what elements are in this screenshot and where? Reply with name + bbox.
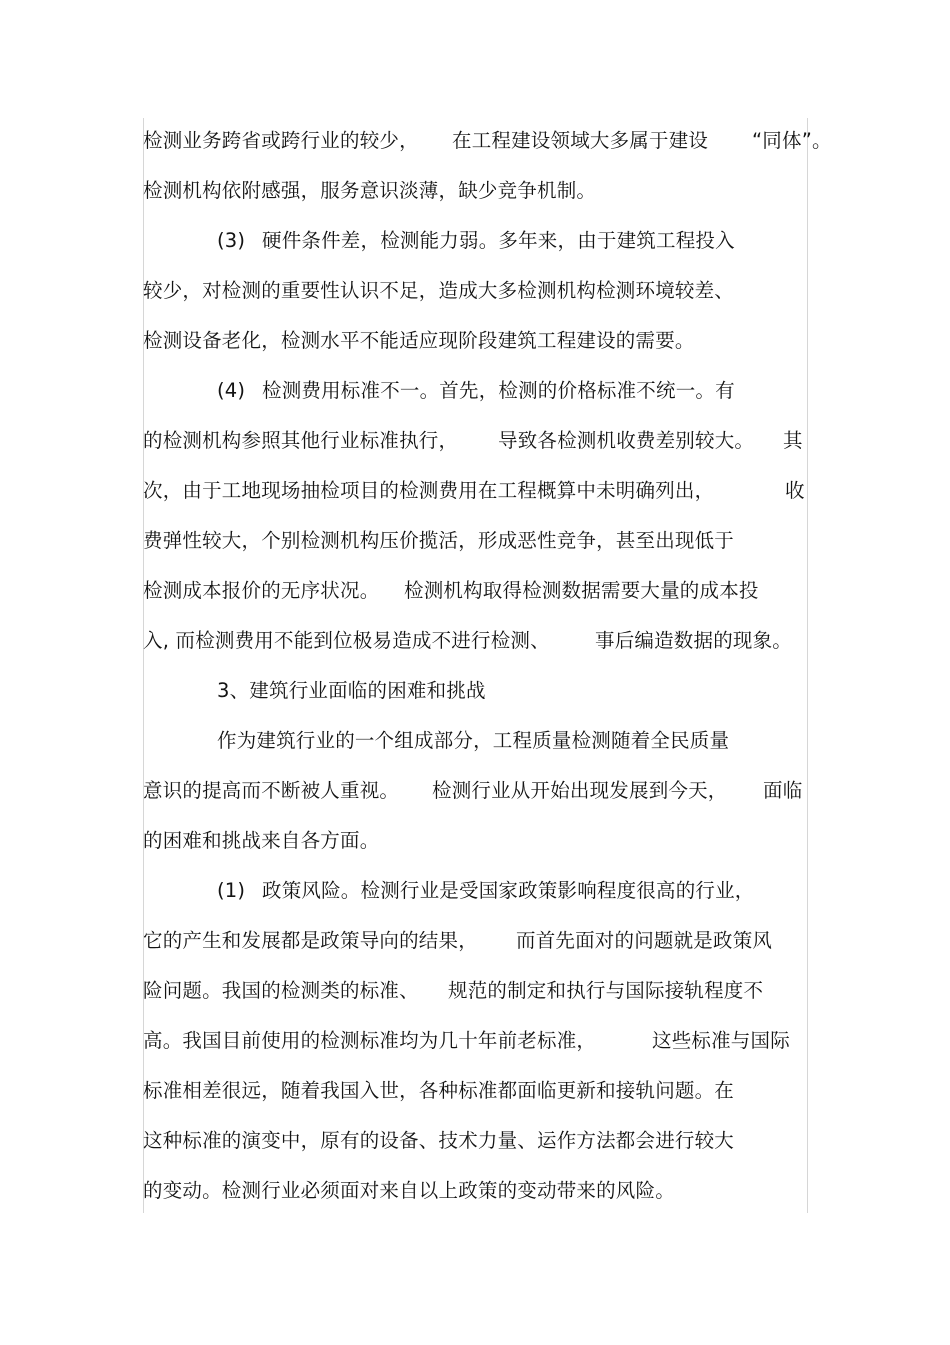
list-marker: (4) <box>217 379 246 402</box>
text-segment: 它的产生和发展都是政策导向的结果， <box>143 929 478 952</box>
text-segment: 硬件条件差，检测能力弱。多年来，由于建筑工程投入 <box>262 229 735 252</box>
text-segment: “同体”。 <box>752 129 832 152</box>
text-segment: 的困难和挑战来自各方面。 <box>143 829 380 852</box>
list-marker: (1) <box>217 879 246 902</box>
text-segment: 面临 <box>763 779 803 802</box>
text-segment: 收 <box>785 479 805 502</box>
text-segment: 这种标准的演变中，原有的设备、技术力量、运作方法都会进行较大 <box>143 1129 735 1152</box>
text-segment: 检测机构依附感强，服务意识淡薄，缺少竞争机制。 <box>143 179 597 202</box>
text-segment: 检测设备老化，检测水平不能适应现阶段建筑工程建设的需要。 <box>143 329 695 352</box>
text-segment: 检测机构取得检测数据需要大量的成本投 <box>404 579 759 602</box>
page-border-right <box>807 118 808 1213</box>
text-segment: 检测成本报价的无序状况。 <box>143 579 380 602</box>
text-segment: 入, 而检测费用不能到位极易造成不进行检测、 <box>143 629 550 652</box>
text-segment: 检测费用标准不一。首先，检测的价格标准不统一。有 <box>262 379 735 402</box>
text-segment: 其 <box>783 429 803 452</box>
text-segment: 事后编造数据的现象。 <box>595 629 793 652</box>
list-marker: (3) <box>217 229 246 252</box>
text-segment: 的变动。检测行业必须面对来自以上政策的变动带来的风险。 <box>143 1179 675 1202</box>
text-segment: 的检测机构参照其他行业标准执行， <box>143 429 459 452</box>
text-segment: 检测业务跨省或跨行业的较少， <box>143 129 419 152</box>
text-segment: 政策风险。检测行业是受国家政策影响程度很高的行业， <box>262 879 755 902</box>
text-segment: 在工程建设领域大多属于建设 <box>452 129 709 152</box>
text-segment: 这些标准与国际 <box>652 1029 790 1052</box>
text-segment: 导致各检测机收费差别较大。 <box>498 429 755 452</box>
text-segment: 费弹性较大，个别检测机构压价揽活，形成恶性竞争，甚至出现低于 <box>143 529 735 552</box>
text-segment: 险问题。我国的检测类的标准、 <box>143 979 419 1002</box>
text-segment: 规范的制定和执行与国际接轨程度不 <box>448 979 764 1002</box>
text-segment: 较少，对检测的重要性认识不足，造成大多检测机构检测环境较差、 <box>143 279 735 302</box>
text-segment: 标准相差很远，随着我国入世，各种标准都面临更新和接轨问题。在 <box>143 1079 735 1102</box>
text-segment: 意识的提高而不断被人重视。 <box>143 779 400 802</box>
text-segment: 次，由于工地现场抽检项目的检测费用在工程概算中未明确列出， <box>143 479 715 502</box>
section-heading-text: 3、建筑行业面临的困难和挑战 <box>217 679 486 702</box>
text-segment: 检测行业从开始出现发展到今天， <box>432 779 728 802</box>
text-segment: 而首先面对的问题就是政策风 <box>516 929 773 952</box>
text-segment: 作为建筑行业的一个组成部分，工程质量检测随着全民质量 <box>217 729 730 752</box>
text-segment: 高。我国目前使用的检测标准均为几十年前老标准， <box>143 1029 597 1052</box>
